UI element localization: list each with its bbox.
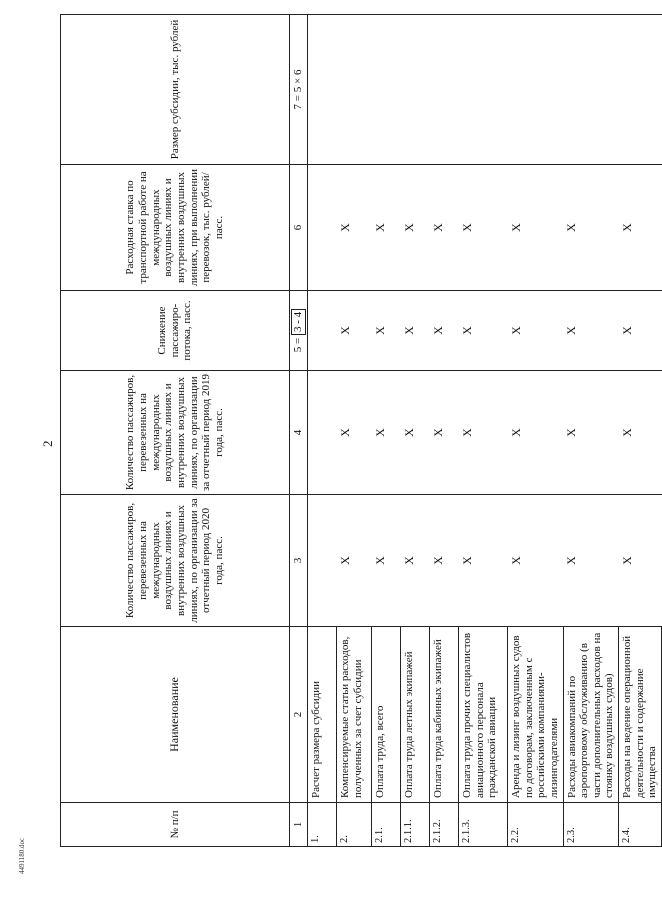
row-cell: X [459, 371, 508, 495]
header-subsidy-size: Размер субсидии, тыс. рублей [61, 15, 290, 165]
row-cell: X [563, 495, 619, 627]
row-cell: X [508, 495, 564, 627]
row-cell: X [459, 165, 508, 291]
row-cell-subsidy [308, 15, 337, 165]
row-cell: X [430, 291, 459, 371]
header-name: Наименование [61, 627, 290, 803]
header-passengers-2019: Количество пассажиров, перевезенных на международных воздушных линиях и внутренних воздушных линиях, по организации за отчетный период 2019 года, пасс. [61, 371, 290, 495]
row-cell-subsidy [459, 15, 508, 165]
row-cell: X [563, 291, 619, 371]
table-row [308, 15, 337, 847]
row-cell-subsidy [337, 15, 372, 165]
row-number: 2.1.3. [459, 803, 508, 847]
row-name: Оплата труда, всего [372, 627, 401, 803]
row-cell: X [372, 371, 401, 495]
header-passengers-2020: Количество пассажиров, перевезенных на международных воздушных линиях и внутренних воздушных линиях, по организации за отчетный период 2020 года, пасс. [61, 495, 290, 627]
row-cell-subsidy [430, 15, 459, 165]
row-cell: X [401, 291, 430, 371]
row-cell: X [337, 495, 372, 627]
row-cell: X [619, 291, 662, 371]
column-index-row [290, 15, 308, 847]
row-cell: X [508, 371, 564, 495]
index-7: 7 = 5 × 6 [290, 15, 308, 165]
row-cell: X [430, 165, 459, 291]
row-cell: X [459, 291, 508, 371]
row-cell: X [430, 495, 459, 627]
row-number: 2.1. [372, 803, 401, 847]
row-cell [308, 291, 337, 371]
row-name: Расчет размера субсидии [308, 627, 337, 803]
row-cell: X [401, 371, 430, 495]
row-number: 2.4. [619, 803, 662, 847]
row-cell [308, 371, 337, 495]
row-name: Расходы авиакомпаний по аэропортовому обслуживанию (в части дополнительных расходов на стоянку воздушных судов) [563, 627, 619, 803]
index-5-box: 3 - 4 [291, 309, 306, 335]
row-cell: X [619, 371, 662, 495]
row-cell: X [337, 371, 372, 495]
row-cell [308, 495, 337, 627]
row-cell: X [459, 495, 508, 627]
table-row [337, 15, 372, 847]
row-name: Расходы на ведение операционной деятельности и содержание имущества [619, 627, 662, 803]
header-passenger-decline: Снижение пассажиро-потока, пасс. [61, 291, 290, 371]
row-cell-subsidy [563, 15, 619, 165]
index-6: 6 [290, 165, 308, 291]
row-name: Оплата труда прочих специалистов авиационного персонала гражданской авиации [459, 627, 508, 803]
row-cell: X [430, 371, 459, 495]
index-1: 1 [290, 803, 308, 847]
row-number: 2.2. [508, 803, 564, 847]
row-number: 1. [308, 803, 337, 847]
row-cell: X [563, 165, 619, 291]
row-cell: X [372, 165, 401, 291]
row-name: Оплата труда кабинных экипажей [430, 627, 459, 803]
table-row [563, 15, 619, 847]
row-cell: X [401, 165, 430, 291]
row-cell: X [372, 495, 401, 627]
header-row [61, 15, 290, 847]
row-cell: X [508, 165, 564, 291]
table-row [372, 15, 401, 847]
row-cell-subsidy [372, 15, 401, 165]
row-number: 2. [337, 803, 372, 847]
table-row [508, 15, 564, 847]
header-number: № п/п [61, 803, 290, 847]
row-number: 2.3. [563, 803, 619, 847]
index-5-prefix: 5 = [292, 337, 305, 353]
row-cell-subsidy [619, 15, 662, 165]
index-2: 2 [290, 627, 308, 803]
row-cell: X [508, 291, 564, 371]
row-name: Компенсируемые статьи расходов, полученных за счет субсидии [337, 627, 372, 803]
table-row [619, 15, 662, 847]
table-row [459, 15, 508, 847]
index-4: 4 [290, 371, 308, 495]
table-row [401, 15, 430, 847]
row-number: 2.1.1. [401, 803, 430, 847]
header-expense-rate: Расходная ставка по транспортной работе на международных воздушных линиях и внутренних воздушных линиях, при выполнении перевозок, тыс. рублей/пасс. [61, 165, 290, 291]
row-cell: X [563, 371, 619, 495]
index-5 [290, 291, 308, 371]
row-cell: X [401, 495, 430, 627]
row-cell [308, 165, 337, 291]
subsidy-table-container [60, 15, 659, 847]
subsidy-table [60, 14, 662, 847]
row-cell: X [619, 495, 662, 627]
row-cell: X [337, 165, 372, 291]
index-3: 3 [290, 495, 308, 627]
row-cell: X [619, 165, 662, 291]
row-name: Аренда и лизинг воздушных судов по договорам, заключенным с российскими компаниями-лизингодателями [508, 627, 564, 803]
row-number: 2.1.2. [430, 803, 459, 847]
row-name: Оплата труда летных экипажей [401, 627, 430, 803]
row-cell-subsidy [508, 15, 564, 165]
table-row [430, 15, 459, 847]
row-cell: X [372, 291, 401, 371]
row-cell-subsidy [401, 15, 430, 165]
page-number: 2 [40, 440, 55, 447]
document-footer-code: 4491180.doc [18, 837, 26, 874]
row-cell: X [337, 291, 372, 371]
